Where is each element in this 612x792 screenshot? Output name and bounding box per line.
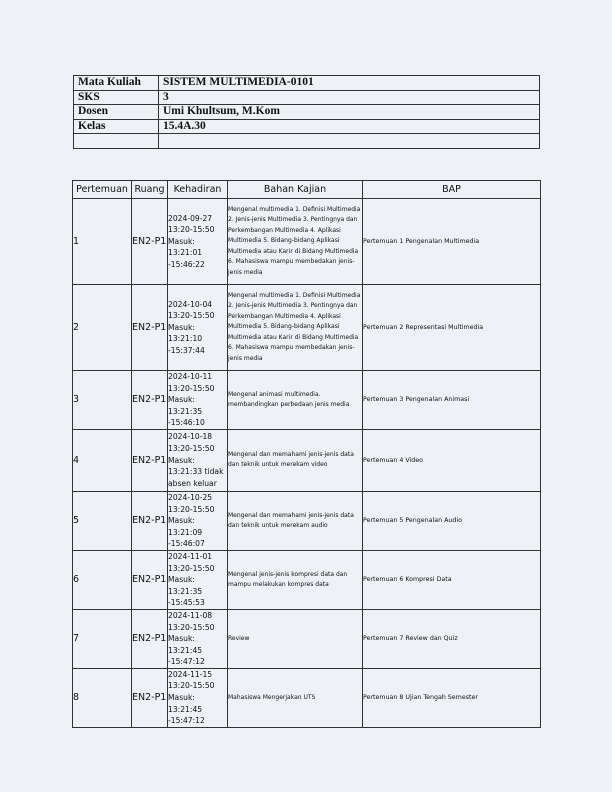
cell-bap: Pertemuan 8 Ujian Tengah Semester — [363, 668, 541, 727]
info-row-empty — [74, 134, 540, 149]
header-bap: BAP — [363, 181, 541, 199]
cell-kehadiran: 2024-10-18 13:20-15:50 Masuk: 13:21:33 tidak absen keluar — [168, 429, 228, 491]
info-label: Kelas — [74, 119, 159, 134]
cell-bahan-kajian: Mengenal dan memahami jenis-jenis data dan teknik untuk merekam audio — [228, 491, 363, 550]
cell-ruang: EN2-P1 — [132, 429, 168, 491]
cell-bahan-kajian: Mengenal jenis-jenis kompresi data dan mampu melakukan kompres data — [228, 550, 363, 609]
cell-bahan-kajian: Mengenal multimedia 1. Definisi Multimedia 2. Jenis-jenis Multimedia 3. Pentingnya dan Perkembangan Multimedia 4. Aplikasi Multimedia 5. Bidang-bidang Aplikasi Multimedia atau Karir di Bidang Multimedia 6. Mahasiswa mampu membedakan jenis-jenis media — [228, 199, 363, 285]
header-bahan-kajian: Bahan Kajian — [228, 181, 363, 199]
cell-ruang: EN2-P1 — [132, 199, 168, 285]
cell-pertemuan: 3 — [73, 371, 132, 430]
info-value: SISTEM MULTIMEDIA-0101 — [159, 76, 540, 91]
cell-pertemuan: 2 — [73, 285, 132, 371]
cell-bahan-kajian: Mengenal animasi multimedia. membandingkan perbedaan jenis media — [228, 371, 363, 430]
info-value: 3 — [159, 90, 540, 105]
header-ruang: Ruang — [132, 181, 168, 199]
cell-pertemuan: 6 — [73, 550, 132, 609]
cell-bahan-kajian: Review — [228, 609, 363, 668]
header-kehadiran: Kehadiran — [168, 181, 228, 199]
header-pertemuan: Pertemuan — [73, 181, 132, 199]
table-row — [73, 609, 541, 668]
cell-bap: Pertemuan 4 Video — [363, 429, 541, 491]
cell-kehadiran: 2024-10-04 13:20-15:50 Masuk: 13:21:10 -15:37:44 — [168, 285, 228, 371]
cell-bap: Pertemuan 7 Review dan Quiz — [363, 609, 541, 668]
cell-ruang: EN2-P1 — [132, 371, 168, 430]
table-row — [73, 668, 541, 727]
info-value: 15.4A.30 — [159, 119, 540, 134]
cell-kehadiran: 2024-11-08 13:20-15:50 Masuk: 13:21:45 -15:47:12 — [168, 609, 228, 668]
cell-bahan-kajian: Mahasiswa Mengerjakan UTS — [228, 668, 363, 727]
cell-ruang: EN2-P1 — [132, 550, 168, 609]
attendance-header-row — [73, 181, 541, 199]
cell-bap: Pertemuan 1 Pengenalan Multimedia — [363, 199, 541, 285]
cell-bap: Pertemuan 2 Representasi Multimedia — [363, 285, 541, 371]
cell-pertemuan: 7 — [73, 609, 132, 668]
cell-bahan-kajian: Mengenal dan memahami jenis-jenis data dan teknik untuk merekam video — [228, 429, 363, 491]
cell-bap: Pertemuan 6 Kompresi Data — [363, 550, 541, 609]
info-value: Umi Khultsum, M.Kom — [159, 105, 540, 120]
info-value — [159, 134, 540, 149]
cell-ruang: EN2-P1 — [132, 668, 168, 727]
cell-kehadiran: 2024-10-25 13:20-15:50 Masuk: 13:21:09 -15:46:07 — [168, 491, 228, 550]
info-row-kelas — [74, 119, 540, 134]
table-row — [73, 429, 541, 491]
info-label — [74, 134, 159, 149]
info-row-sks — [74, 90, 540, 105]
cell-ruang: EN2-P1 — [132, 491, 168, 550]
cell-bap: Pertemuan 3 Pengenalan Animasi — [363, 371, 541, 430]
attendance-table — [72, 180, 541, 728]
course-info-table — [73, 75, 540, 149]
table-row — [73, 285, 541, 371]
cell-kehadiran: 2024-11-01 13:20-15:50 Masuk: 13:21:35 -15:45:53 — [168, 550, 228, 609]
table-row — [73, 371, 541, 430]
cell-pertemuan: 4 — [73, 429, 132, 491]
table-row — [73, 491, 541, 550]
cell-ruang: EN2-P1 — [132, 609, 168, 668]
cell-bap: Pertemuan 5 Pengenalan Audio — [363, 491, 541, 550]
table-row — [73, 550, 541, 609]
cell-pertemuan: 1 — [73, 199, 132, 285]
cell-kehadiran: 2024-09-27 13:20-15:50 Masuk: 13:21:01 -15:46:22 — [168, 199, 228, 285]
cell-pertemuan: 8 — [73, 668, 132, 727]
info-label: Dosen — [74, 105, 159, 120]
cell-kehadiran: 2024-10-11 13:20-15:50 Masuk: 13:21:35 -15:46:10 — [168, 371, 228, 430]
info-label: Mata Kuliah — [74, 76, 159, 91]
cell-ruang: EN2-P1 — [132, 285, 168, 371]
info-label: SKS — [74, 90, 159, 105]
info-row-dosen — [74, 105, 540, 120]
table-row — [73, 199, 541, 285]
info-row-mata-kuliah — [74, 76, 540, 91]
cell-kehadiran: 2024-11-15 13:20-15:50 Masuk: 13:21:45 -15:47:12 — [168, 668, 228, 727]
cell-pertemuan: 5 — [73, 491, 132, 550]
cell-bahan-kajian: Mengenal multimedia 1. Definisi Multimedia 2. Jenis-jenis Multimedia 3. Pentingnya dan Perkembangan Multimedia 4. Aplikasi Multimedia 5. Bidang-bidang Aplikasi Multimedia atau Karir di Bidang Multimedia 6. Mahasiswa mampu membedakan jenis-jenis media — [228, 285, 363, 371]
